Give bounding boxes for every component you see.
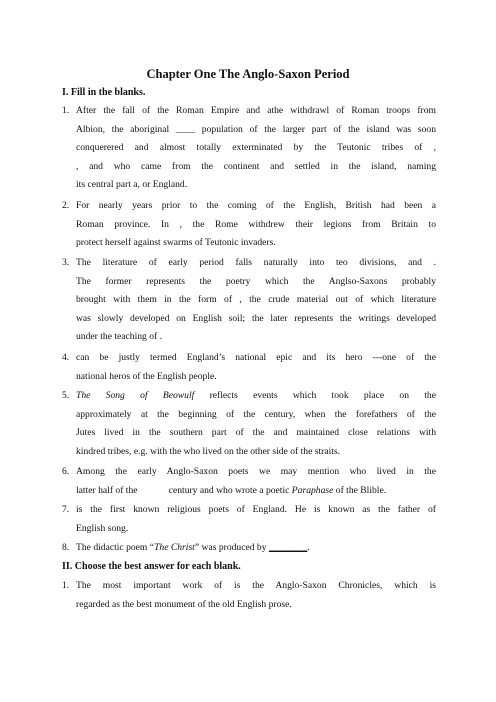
paraphase-title: Paraphase (291, 484, 334, 496)
question-line: conquerered and almost totally exterminated by the Teutonic tribes of , (76, 142, 436, 154)
question-5 (62, 387, 436, 461)
question-number: 1. (62, 580, 70, 591)
choice-question-1 (62, 577, 436, 614)
question-line: The literature of early period falls naturally into teo divisions, and . (76, 257, 436, 268)
question-line: national heros of the English people. (76, 370, 217, 382)
question-number: 1. (62, 105, 70, 116)
question-line: Among the early Anglo-Saxon poets we may mention who lived in the (76, 466, 436, 477)
question-number: 6. (62, 466, 70, 477)
question-line: Roman province. In , the Rome withdrew their legions from Britain to (76, 218, 436, 230)
question-line: is the first known religious poets of England. He is known as the father of (76, 504, 436, 515)
question-line: After the fall of the Roman Empire and athe withdrawl of Roman troops from (76, 105, 436, 116)
answer-blank: ________ (268, 542, 308, 553)
section-heading-fill-blanks: I. Fill in the blanks. (62, 87, 146, 98)
question-line: English song. (76, 522, 129, 534)
question-line: For nearly years prior to the coming of the English, British had been a (76, 200, 436, 211)
question-line: Albion, the aboriginal ____ population of the larger part of the island was soon (76, 123, 436, 135)
question-line: The former represents the poetry which the Anglso-Saxons probably (76, 275, 436, 287)
question-line: approximately at the beginning of the century, when the forefathers of the (76, 408, 436, 420)
section-heading-multiple-choice: II. Choose the best answer for each blank. (62, 561, 241, 572)
question-line: The most important work of is the Anglo-Saxon Chronicles, which is (76, 580, 436, 591)
question-number: 2. (62, 200, 70, 211)
question-7 (62, 501, 436, 538)
question-line: under the teaching of . (76, 331, 163, 343)
question-line: protect herself against swarms of Teutonic invaders. (76, 237, 276, 249)
question-line: was slowly developed on English soil; the later represents the writings developed (76, 312, 436, 324)
question-number: 3. (62, 257, 70, 268)
question-line: brought with them in the form of , the crude material out of which literature (76, 294, 436, 306)
christ-title: The Christ (154, 542, 195, 553)
beowulf-title: The Song of Beowulf (76, 390, 195, 401)
question-4 (62, 349, 436, 386)
question-number: 8. (62, 542, 70, 553)
question-8 (62, 539, 436, 558)
question-line: regarded as the best monument of the old English prose. (76, 598, 292, 610)
question-line: Jutes lived in the southern part of the and maintained close relations with (76, 427, 436, 439)
question-3 (62, 254, 436, 347)
question-line: can be justly termed England’s national epic and its hero ---one of the (76, 352, 436, 363)
question-line: its central part a, or England. (76, 179, 188, 191)
question-line: The Song of Beowulf reflects events which took place on the (76, 390, 436, 401)
question-number: 5. (62, 390, 70, 401)
question-number: 4. (62, 352, 70, 363)
question-line: The didactic poem “The Christ” was produced by ________. (76, 542, 310, 553)
question-1 (62, 102, 436, 195)
question-line: kindred tribes, e.g. with the who lived on the other side of the straits. (76, 445, 341, 457)
chapter-title: Chapter One The Anglo-Saxon Period (146, 67, 350, 81)
question-line: latter half of the century and who wrote a poetic Paraphase of the Blible. (76, 484, 387, 496)
question-number: 7. (62, 504, 70, 515)
question-6 (62, 463, 436, 500)
question-line: , and who came from the continent and settled in the island, naming (76, 160, 436, 172)
question-2 (62, 197, 436, 253)
